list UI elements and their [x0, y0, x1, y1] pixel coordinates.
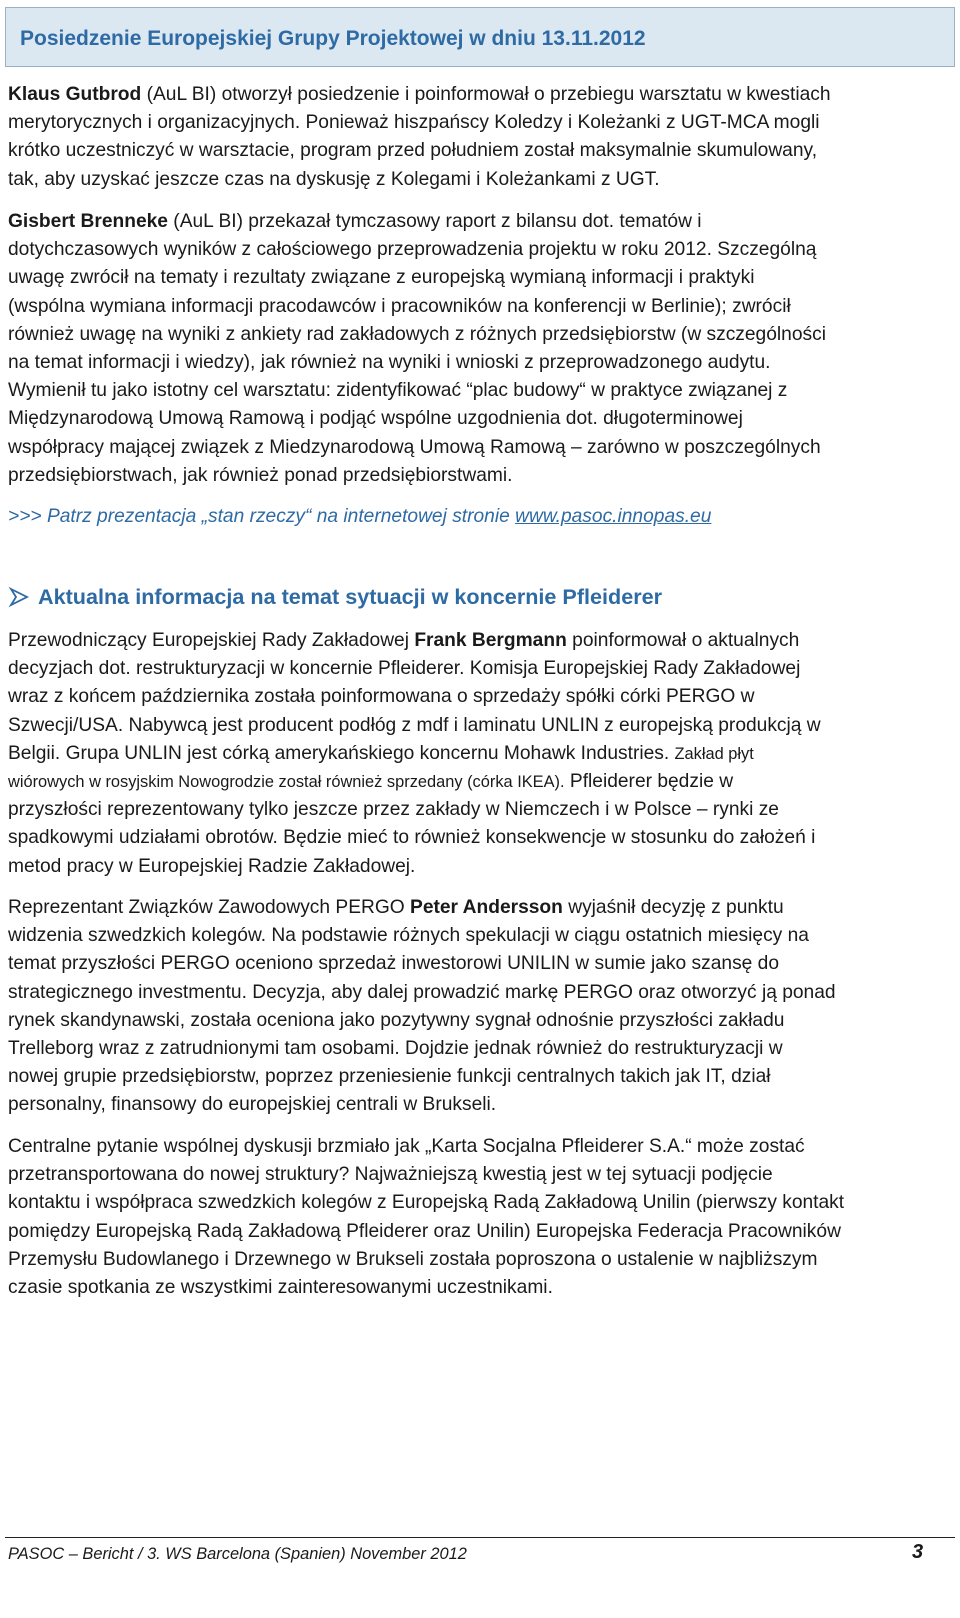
- text-line: uwagę zwrócił na tematy i rezultaty związane z europejską wymianą informacji i praktyki: [8, 267, 755, 289]
- text-segment-small: Zakład płyt: [674, 744, 754, 763]
- text-line: wraz z końcem października została poinformowana o sprzedaży spółki córki PERGO w: [8, 686, 755, 708]
- arrow-bullet-icon: [8, 586, 30, 608]
- paragraph-gutbrod: [8, 81, 952, 194]
- text-line: [8, 740, 952, 768]
- link-prefix: >>> Patrz prezentacja „stan rzeczy“ na internetowej stronie: [8, 506, 516, 527]
- website-link[interactable]: www.pasoc.innopas.eu: [515, 506, 712, 527]
- text-line: [8, 627, 952, 655]
- section-heading-text: Aktualna informacja na temat sytuacji w koncernie Pfleiderer: [38, 584, 663, 609]
- text-line: temat przyszłości PERGO oceniono sprzedaż inwestorowi UNILIN w sumie jako szansę do: [8, 953, 780, 975]
- text-line: [8, 894, 952, 922]
- paragraph-bergmann: [8, 627, 952, 881]
- person-name: Klaus Gutbrod: [8, 84, 142, 105]
- text-line: dotychczasowych wyników z całościowego przeprowadzenia projektu w roku 2012. Szczególną: [8, 239, 817, 261]
- text-line: przyszłości reprezentowany tylko jeszcze przez zakłady w Niemczech i w Polsce – rynki ze: [8, 799, 779, 821]
- text-line: rynek skandynawski, została oceniona jako pozytywny sygnał odnośnie przyszłości zakładu: [8, 1009, 785, 1031]
- paragraph-central-question: [8, 1133, 952, 1302]
- text-line: Trelleborg wraz z zatrudnionymi tam osobami. Dojdzie jednak również do restrukturyzacji w: [8, 1038, 783, 1060]
- text-line: Szwecji/USA. Nabywcą jest producent podłóg z mdf i laminatu UNLIN z europejską produkcją w: [8, 714, 821, 736]
- page-number: 3: [912, 1541, 924, 1563]
- text-line: współpracy mającej związek z Miedzynarodową Umową Ramową – zarówno w poszczególnych: [8, 436, 821, 458]
- text-line: strategicznego investmentu. Decyzja, aby dalej prowadzić markę PERGO oraz otworzyć ją ponad: [8, 981, 836, 1003]
- text-line: Centralne pytanie wspólnej dyskusji brzmiało jak „Karta Socjalna Pfleiderer S.A.“ może zostać: [8, 1136, 805, 1157]
- text-line: spadkowymi udziałami obrotów. Będzie mieć to również konsekwencje w stosunku do założeń i: [8, 827, 816, 849]
- text-line: przedsiębiorstwach, jak również ponad przedsiębiorstwami.: [8, 464, 513, 486]
- text-line: widzenia szwedzkich kolegów. Na podstawie różnych spekulacji w ciągu ostatnich miesięcy na: [8, 925, 809, 947]
- text-line: przetransportowana do nowej struktury? Najważniejszą kwestią jest w tej sytuacji podjęcie: [8, 1164, 773, 1186]
- text-line: Wymienił tu jako istotny cel warsztatu: zidentyfikować “plac budowy“ w praktyce związanej z: [8, 380, 788, 402]
- text-line: tak, aby uzyskać jeszcze czas na dyskusję z Kolegami i Koleżankami z UGT.: [8, 168, 660, 190]
- person-name: Frank Bergmann: [414, 630, 567, 651]
- text-line: [8, 81, 952, 109]
- text-segment: wyjaśnił decyzję z punktu: [562, 897, 784, 918]
- paragraph-brenneke: [8, 208, 952, 490]
- text-segment: Przewodniczący Europejskiej Rady Zakładowej: [8, 630, 415, 651]
- text-segment: (AuL BI) przekazał tymczasowy raport z bilansu dot. tematów i: [167, 211, 702, 232]
- text-line: metod pracy w Europejskiej Radzie Zakładowej.: [8, 855, 416, 877]
- text-line: personalny, finansowy do europejskiej centrali w Brukseli.: [8, 1094, 497, 1116]
- text-line: merytorycznych i organizacyjnych. Ponieważ hiszpańscy Koledzy i Koleżanki z UGT-MCA mogli: [8, 112, 820, 134]
- text-line: czasie spotkania ze wszystkimi zainteresowanymi uczestnikami.: [8, 1277, 553, 1299]
- footer-divider: [5, 1537, 955, 1538]
- text-line: Międzynarodową Umową Ramową i podjąć wspólne uzgodnienia dot. długoterminowej: [8, 408, 743, 430]
- paragraph-andersson: [8, 894, 952, 1120]
- text-line: krótko uczestniczyć w warsztacie, program przed południem został maksymalnie skumulowany,: [8, 140, 818, 162]
- person-name: Gisbert Brenneke: [8, 211, 168, 232]
- text-line: kontaktu i współpraca szwedzkich kolegów z Europejską Radą Zakładową Unilin (pierwszy kontakt: [8, 1192, 845, 1214]
- text-line: [8, 208, 952, 236]
- person-name: Peter Andersson: [410, 897, 563, 918]
- text-line: na temat informacji i wiedzy), jak również na wyniki i wnioski z przeprowadzonego audytu.: [8, 352, 771, 374]
- text-segment: Belgii. Grupa UNLIN jest córką amerykańskiego koncernu Mohawk Industries.: [8, 742, 675, 764]
- text-line: pomiędzy Europejską Radą Zakładową Pfleiderer oraz Unilin) Europejska Federacja Pracowników: [8, 1220, 841, 1242]
- presentation-link-line: [8, 503, 952, 531]
- text-segment: (AuL BI) otworzył posiedzenie i poinformował o przebiegu warsztatu w kwestiach: [141, 84, 831, 105]
- text-line: Przemysłu Budowlanego i Drzewnego w Brukseli została poproszona o ustalenie w najbliższym: [8, 1248, 818, 1270]
- text-line: [8, 768, 952, 796]
- page-title: Posiedzenie Europejskiej Grupy Projektowej w dniu 13.11.2012: [20, 27, 646, 50]
- text-line: decyzjach dot. restrukturyzacji w koncernie Pfleiderer. Komisja Europejskiej Rady Zakładowej: [8, 658, 801, 680]
- text-line: nowej grupie przedsiębiorstw, poprzez przeniesienie funkcji centralnych takich jak IT, dział: [8, 1066, 771, 1088]
- text-line: (wspólna wymiana informacji pracodawców i pracowników na konferencji w Berlinie); zwrócił: [8, 295, 791, 317]
- text-segment-small: wiórowych w rosyjskim Nowogrodzie został również sprzedany (córka IKEA).: [8, 773, 565, 792]
- text-segment: poinformował o aktualnych: [566, 630, 800, 651]
- title-box: [5, 7, 955, 67]
- footer-text: PASOC – Bericht / 3. WS Barcelona (Spanien) November 2012: [8, 1545, 467, 1563]
- text-segment: Pfleiderer będzie w: [564, 771, 734, 793]
- section-heading: [8, 584, 662, 610]
- text-segment: Reprezentant Związków Zawodowych PERGO: [8, 897, 411, 918]
- text-line: również uwagę na wyniki z ankiety rad zakładowych z różnych przedsiębiorstw (w szczególności: [8, 323, 826, 345]
